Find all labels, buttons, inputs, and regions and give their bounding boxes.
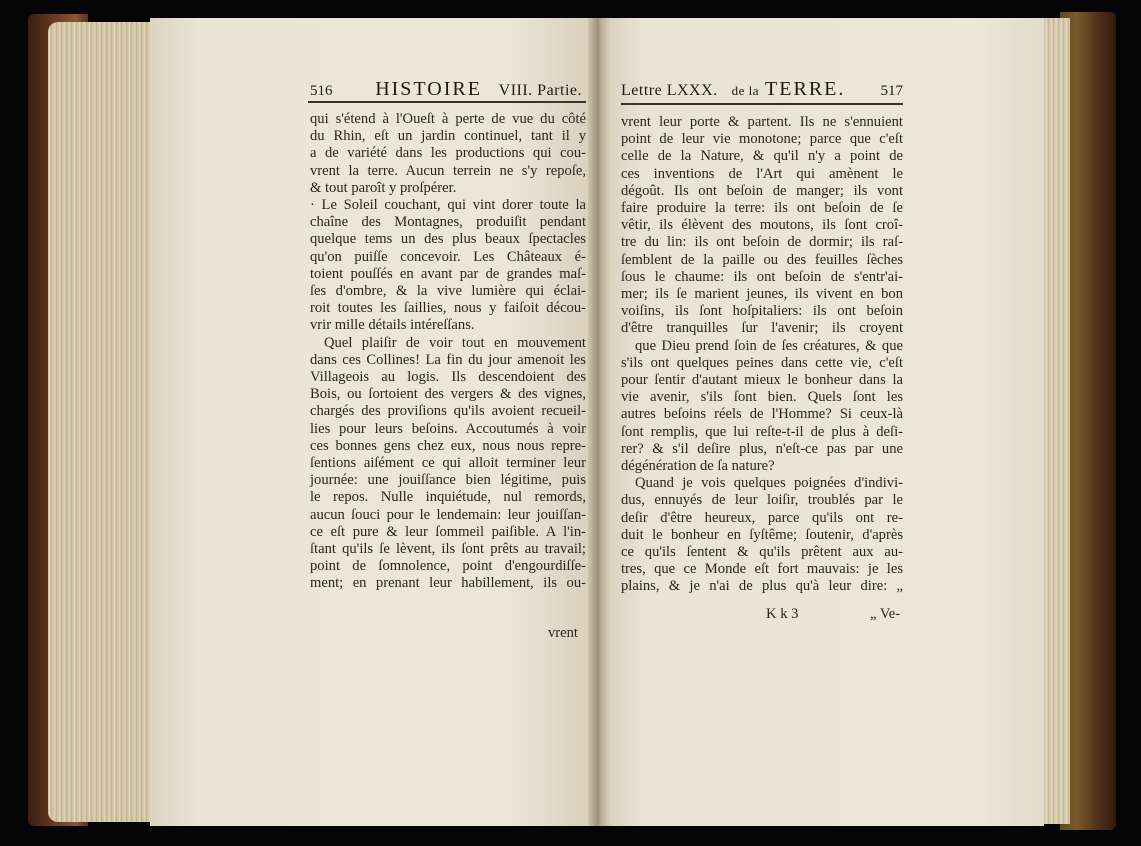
text-line: quelque tems un des plus beaux ſpectacles	[310, 231, 586, 248]
right-body-text	[621, 114, 903, 596]
text-line: lies pour leurs beſoins. Accoutumés à voir	[310, 420, 586, 437]
text-line: d'être tranquilles ſur l'avenir; ils croyent	[621, 320, 903, 337]
text-line: du Rhin, eſt un jardin continuel, tant il y	[310, 128, 586, 145]
text-line: duit le bonheur en ſyſtême; ſoutenir, d'après	[621, 526, 903, 543]
left-header-rule	[308, 101, 586, 103]
text-line: toient pouſſés en avant par de grandes maſ-	[310, 265, 586, 282]
text-line: ſes d'ombre, & la vive lumière qui éclai-	[310, 283, 586, 300]
text-line: point de leur vie monotone; parce que c'eſt	[621, 131, 903, 148]
text-line: dégoût. Ils ont beſoin de manger; ils vont	[621, 182, 903, 199]
text-line: ſous le chaume: ils ont beſoin de s'entr'ai-	[621, 268, 903, 285]
text-line: rer? & s'il deſire plus, n'eſt-ce pas par une	[621, 440, 903, 457]
text-line: vrent leur porte & partent. Ils ne s'ennuient	[621, 114, 903, 130]
text-line: mer; ils ſe marient jeunes, ils vivent en bon	[621, 286, 903, 303]
text-line: Villageois au logis. Ils descendoient des	[310, 369, 586, 386]
right-title-de: de la	[731, 83, 760, 98]
right-running-head	[621, 78, 903, 102]
text-line: journée: une jouiſſance bien légitime, puis	[310, 472, 586, 489]
text-line: ſont remplis, que lui reſte-t-il de plus à deſi-	[621, 423, 903, 440]
left-running-title: HISTOIRE	[375, 78, 482, 100]
text-line: faire produire la terre: ils ont beſoin de ſe	[621, 200, 903, 217]
left-page-edges	[48, 22, 156, 822]
text-line: vrir mille détails intéreſſans.	[310, 317, 475, 334]
text-line: a de variété dans les productions qui cou-	[310, 145, 586, 162]
right-header-rule	[621, 103, 903, 105]
text-line: celle de la Nature, & qu'il n'y a point de	[621, 148, 903, 165]
right-letter-label: Lettre LXXX.	[621, 82, 718, 99]
text-line: Bois, ou ſortoient des vergers & des vignes,	[310, 386, 586, 403]
text-line: pour ſentir d'autant mieux le bonheur dans la	[621, 372, 903, 389]
left-body-text	[310, 111, 586, 593]
text-line: deſir d'être heureux, parce qu'ils ont re-	[621, 509, 903, 526]
text-line: ſentions aiſément ce qui alloit terminer leur	[310, 455, 586, 472]
right-running-title: TERRE.	[765, 78, 846, 100]
text-line: ſtant qu'ils ſe lèvent, ils ſont prêts au travail;	[310, 541, 586, 558]
text-line: plains, & je n'ai de plus qu'à leur dire: „	[621, 578, 903, 595]
book-gutter	[588, 18, 610, 826]
text-line: chaîne des Montagnes, produiſit pendant	[310, 214, 586, 231]
text-line: le repos. Nulle inquiétude, nul remords,	[310, 489, 586, 506]
text-line: ces bonnes gens chez eux, nous nous repre-	[310, 437, 586, 454]
signature-mark: K k 3	[766, 606, 799, 622]
text-line: dans ces Collines! La fin du jour amenoit les	[310, 351, 586, 368]
text-line: ces inventions de l'Art qui amènent le	[621, 165, 903, 182]
text-line: autres beſoins réels de l'Homme? Si ceux-là	[621, 406, 903, 423]
text-line: ment; en prenant leur habillement, ils ou-	[310, 575, 586, 592]
text-line: tres, que ce Monde eſt fort mauvais: je les	[621, 561, 903, 578]
text-line: vie avenir, s'ils ſont bien. Quels ſont les	[621, 389, 903, 406]
text-line: roit toutes les ſaillies, nous y faiſoit décou-	[310, 300, 586, 317]
text-line: tre du lin: ils ont beſoin de dormir; ils raſ-	[621, 234, 903, 251]
text-line: ce qu'ils ſentent & qu'ils prêtent aux au-	[621, 544, 903, 561]
left-running-head	[310, 78, 582, 102]
left-catchword: vrent	[548, 625, 578, 641]
text-line: voiſins, ils ſont hoſpitaliers: ils ont beſoin	[621, 303, 903, 320]
text-line: s'ils ont quelques peines dans cette vie, c'eſt	[621, 354, 903, 371]
text-line: & tout paroît y proſpérer.	[310, 179, 457, 196]
right-page-number: 517	[880, 83, 903, 99]
left-part-label: VIII. Partie.	[498, 82, 582, 99]
text-line: aucun ſouci pour le lendemain: leur jouiſſan-	[310, 506, 586, 523]
text-line: vêtir, ils élèvent des moutons, ils ſont croî-	[621, 217, 903, 234]
text-line: dus, ennuyés de leur loiſir, troublés par le	[621, 492, 903, 509]
text-line: qui s'étend à l'Oueſt à perte de vue du côté	[310, 111, 586, 127]
left-page-number: 516	[310, 83, 333, 99]
text-line: qu'on puiſſe concevoir. Les Châteaux é-	[310, 248, 586, 265]
text-line: · Le Soleil couchant, qui vint dorer toute la	[310, 197, 586, 214]
text-line: ſemblent de la paille ou des feuilles ſèches	[621, 251, 903, 268]
text-line: vrent la terre. Aucun terrein ne s'y repoſe,	[310, 162, 586, 179]
right-page-edges	[1040, 18, 1070, 824]
text-line: Quand je vois quelques poignées d'indivi-	[635, 475, 903, 492]
text-line: que Dieu prend ſoin de ſes créatures, & que	[635, 337, 903, 354]
text-line: chargés des proviſions qu'ils avoient recueil-	[310, 403, 586, 420]
text-line: ce eſt pure & leur ſommeil paiſible. A l'in-	[310, 523, 586, 540]
text-line: Quel plaiſir de voir tout en mouvement	[324, 334, 586, 351]
text-line: dégénération de ſa nature?	[621, 458, 775, 475]
right-catchword: „ Ve-	[870, 606, 901, 622]
text-line: point de ſomnolence, point d'engourdiſſe-	[310, 558, 586, 575]
